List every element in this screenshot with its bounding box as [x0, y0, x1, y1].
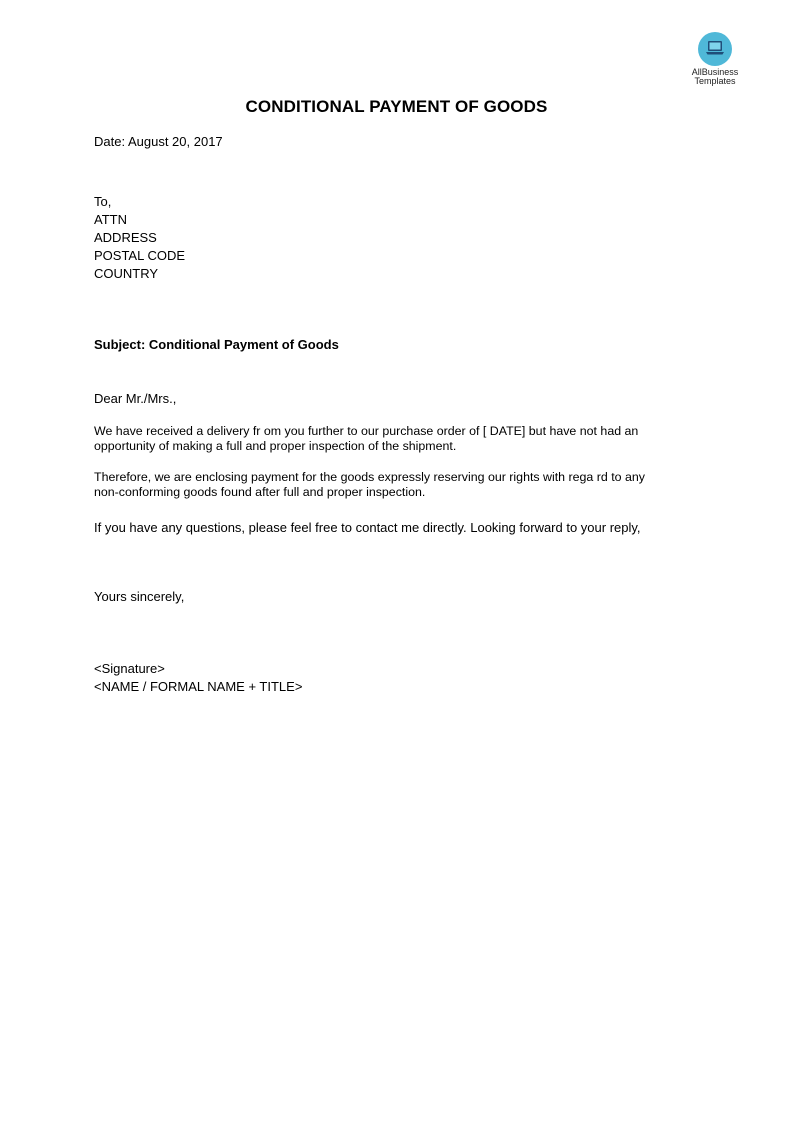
letter-date: Date: August 20, 2017	[94, 134, 223, 149]
letter-closing: Yours sincerely,	[94, 589, 185, 604]
body-paragraph-1-line-2: opportunity of making a full and proper inspection of the shipment.	[94, 439, 457, 453]
document-title: CONDITIONAL PAYMENT OF GOODS	[245, 97, 548, 116]
recipient-to: To,	[94, 194, 112, 209]
body-paragraph-2-line-1: Therefore, we are enclosing payment for the goods expressly reserving our rights with rega rd to any	[94, 470, 645, 484]
recipient-postal-code: POSTAL CODE	[94, 248, 186, 263]
body-paragraph-1	[94, 424, 694, 454]
body-paragraph-1-line-1: We have received a delivery fr om you further to our purchase order of [ DATE] but have not had an	[94, 424, 639, 438]
logo-line-1: AllBusiness	[691, 67, 739, 77]
signature-placeholder: <Signature>	[94, 661, 165, 676]
logo-text	[680, 68, 750, 86]
logo-line-2: Templates	[694, 76, 736, 86]
recipient-country: COUNTRY	[94, 266, 159, 281]
allbusiness-logo	[680, 32, 750, 86]
laptop-icon	[698, 32, 732, 66]
body-paragraph-2	[94, 470, 694, 500]
body-paragraph-2-line-2: non-conforming goods found after full and proper inspection.	[94, 485, 426, 499]
recipient-address: ADDRESS	[94, 230, 157, 245]
letter-subject: Subject: Conditional Payment of Goods	[94, 337, 339, 352]
recipient-attn: ATTN	[94, 212, 127, 227]
name-title-placeholder: <NAME / FORMAL NAME + TITLE>	[94, 679, 303, 694]
body-paragraph-3: If you have any questions, please feel free to contact me directly. Looking forward to your reply,	[94, 520, 641, 535]
letter-salutation: Dear Mr./Mrs.,	[94, 391, 177, 406]
